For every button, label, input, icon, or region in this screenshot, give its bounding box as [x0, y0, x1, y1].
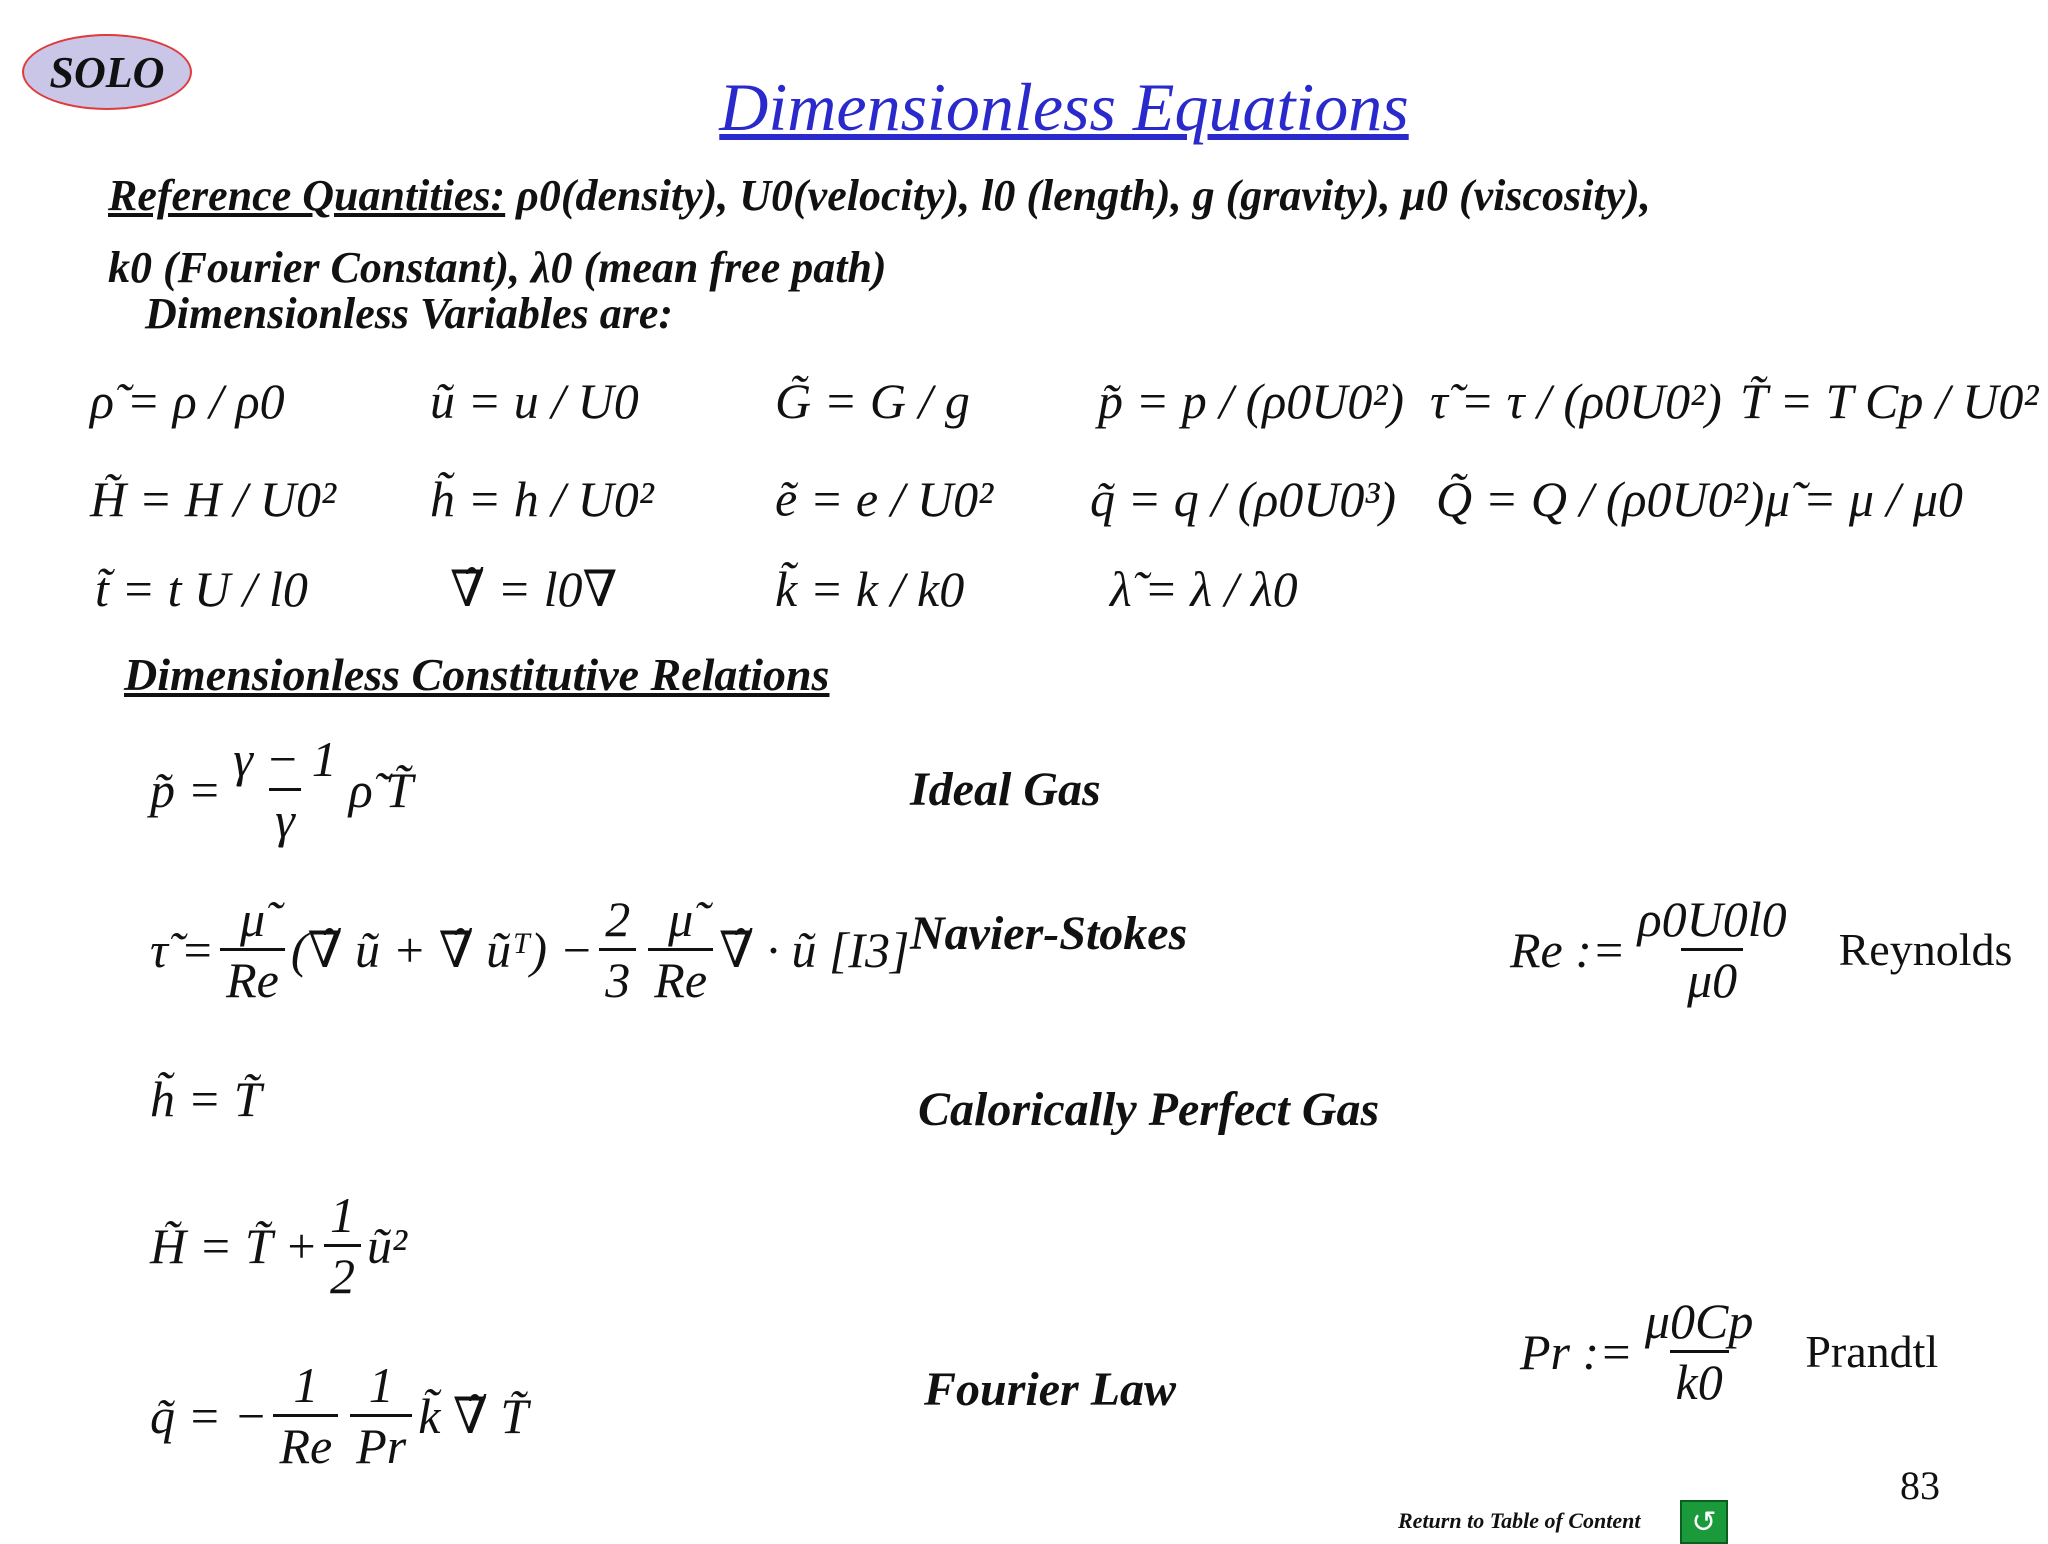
prandtl-num: μ0Cp: [1644, 1293, 1754, 1349]
fourier-f1-den: Re: [273, 1414, 338, 1475]
ideal-gas-lhs: p̃ =: [150, 761, 222, 818]
reference-label: Reference Quantities:: [108, 171, 506, 220]
ns-f3-num: μ̃: [668, 891, 694, 947]
logo-text: SOLO: [49, 47, 165, 97]
var-k: k̃ = k / k0: [775, 561, 965, 617]
reynolds-definition: [1510, 890, 2012, 1009]
ns-mid: (∇̃ ũ + ∇̃ ũᵀ) −: [290, 921, 594, 978]
ns-fraction-1: [220, 890, 285, 1009]
ideal-gas-den: γ: [269, 788, 301, 849]
reference-line2: k0 (Fourier Constant), λ0 (mean free path): [108, 243, 887, 292]
return-arrow-icon[interactable]: ↺: [1680, 1500, 1728, 1544]
var-u: ũ = u / U0: [430, 373, 639, 429]
fourier-fraction-2: [350, 1356, 412, 1475]
variables-heading: Dimensionless Variables are:: [145, 289, 674, 338]
enthalpy-den: 2: [324, 1244, 361, 1305]
var-p: p̃ = p / (ρ0U0²): [1098, 373, 1405, 429]
var-nabla: ∇̃ = l0∇: [450, 561, 618, 617]
fourier-f1-num: 1: [293, 1357, 319, 1413]
ideal-gas-equation: [150, 730, 413, 849]
caloric-equation: h̃ = T̃: [150, 1071, 262, 1127]
reference-line1: ρ0(density), U0(velocity), l0 (length), g (gravity), μ0 (viscosity),: [505, 171, 1651, 220]
reynolds-name: Reynolds: [1838, 924, 2013, 975]
ideal-gas-fraction: [227, 730, 342, 849]
var-h: h̃ = h / U0²: [430, 471, 654, 527]
var-q: q̃ = q / (ρ0U0³): [1090, 471, 1397, 527]
ns-lhs: τ̃ =: [150, 921, 215, 978]
fourier-rhs: k̃ ∇̃ T̃: [418, 1387, 529, 1444]
ns-f3-den: Re: [648, 948, 713, 1009]
ns-rhs: ∇̃ · ũ [I3]: [719, 921, 910, 978]
fourier-equation: [150, 1356, 528, 1475]
ns-f2-den: 3: [599, 948, 636, 1009]
relations-heading: Dimensionless Constitutive Relations: [124, 649, 830, 700]
reynolds-den: μ0: [1681, 948, 1743, 1009]
ns-f1-den: Re: [220, 948, 285, 1009]
reynolds-lhs: Re :=: [1510, 921, 1626, 978]
ideal-gas-rhs: ρ̃ T̃: [348, 761, 414, 818]
var-e: ẽ = e / U0²: [775, 471, 994, 527]
ns-fraction-3: [648, 890, 713, 1009]
var-rho: ρ̃ = ρ / ρ0: [90, 373, 285, 429]
ns-f2-num: 2: [605, 891, 631, 947]
ns-f1-num: μ̃: [239, 891, 266, 947]
fourier-fraction-1: [273, 1356, 338, 1475]
toc-link[interactable]: Return to Table of Content: [1398, 1508, 1641, 1533]
fourier-lhs: q̃ = −: [150, 1387, 268, 1444]
var-G: G̃ = G / g: [775, 373, 970, 429]
prandtl-name: Prandtl: [1805, 1326, 1939, 1377]
caloric-label: Calorically Perfect Gas: [918, 1083, 1380, 1136]
reynolds-num: ρ0U0l0: [1637, 891, 1787, 947]
ideal-gas-label: Ideal Gas: [910, 763, 1101, 816]
var-Q: Q̃ = Q / (ρ0U0²): [1436, 471, 1765, 527]
fourier-f2-num: 1: [368, 1357, 394, 1413]
fourier-label: Fourier Law: [924, 1363, 1177, 1416]
var-T: T̃ = T Cp / U0²: [1740, 373, 2039, 429]
prandtl-lhs: Pr :=: [1520, 1323, 1633, 1380]
enthalpy-equation: [150, 1186, 407, 1305]
reference-quantities: [108, 160, 2008, 304]
enthalpy-rhs: ũ²: [367, 1217, 407, 1274]
prandtl-definition: [1520, 1292, 1938, 1411]
enthalpy-lhs: H̃ = T̃ +: [150, 1217, 318, 1274]
var-mu: μ̃ = μ / μ0: [1765, 471, 1963, 527]
navier-stokes-label: Navier-Stokes: [910, 907, 1188, 960]
enthalpy-fraction: [324, 1186, 361, 1305]
var-lambda: λ̃ = λ / λ0: [1110, 561, 1298, 617]
fourier-f2-den: Pr: [350, 1414, 412, 1475]
ns-fraction-2: [599, 890, 636, 1009]
navier-stokes-equation: [150, 890, 910, 1009]
enthalpy-num: 1: [330, 1187, 355, 1243]
ideal-gas-num: γ − 1: [233, 731, 337, 787]
slide-title: Dimensionless Equations: [719, 69, 1409, 145]
var-H: H̃ = H / U0²: [90, 471, 336, 527]
prandtl-fraction: [1639, 1292, 1759, 1411]
var-tau: τ̃ = τ / (ρ0U0²): [1430, 373, 1722, 429]
page-number: 83: [1900, 1463, 1940, 1508]
var-t: t̃ = t U / l0: [95, 561, 308, 617]
prandtl-den: k0: [1670, 1350, 1729, 1411]
reynolds-fraction: [1632, 890, 1793, 1009]
